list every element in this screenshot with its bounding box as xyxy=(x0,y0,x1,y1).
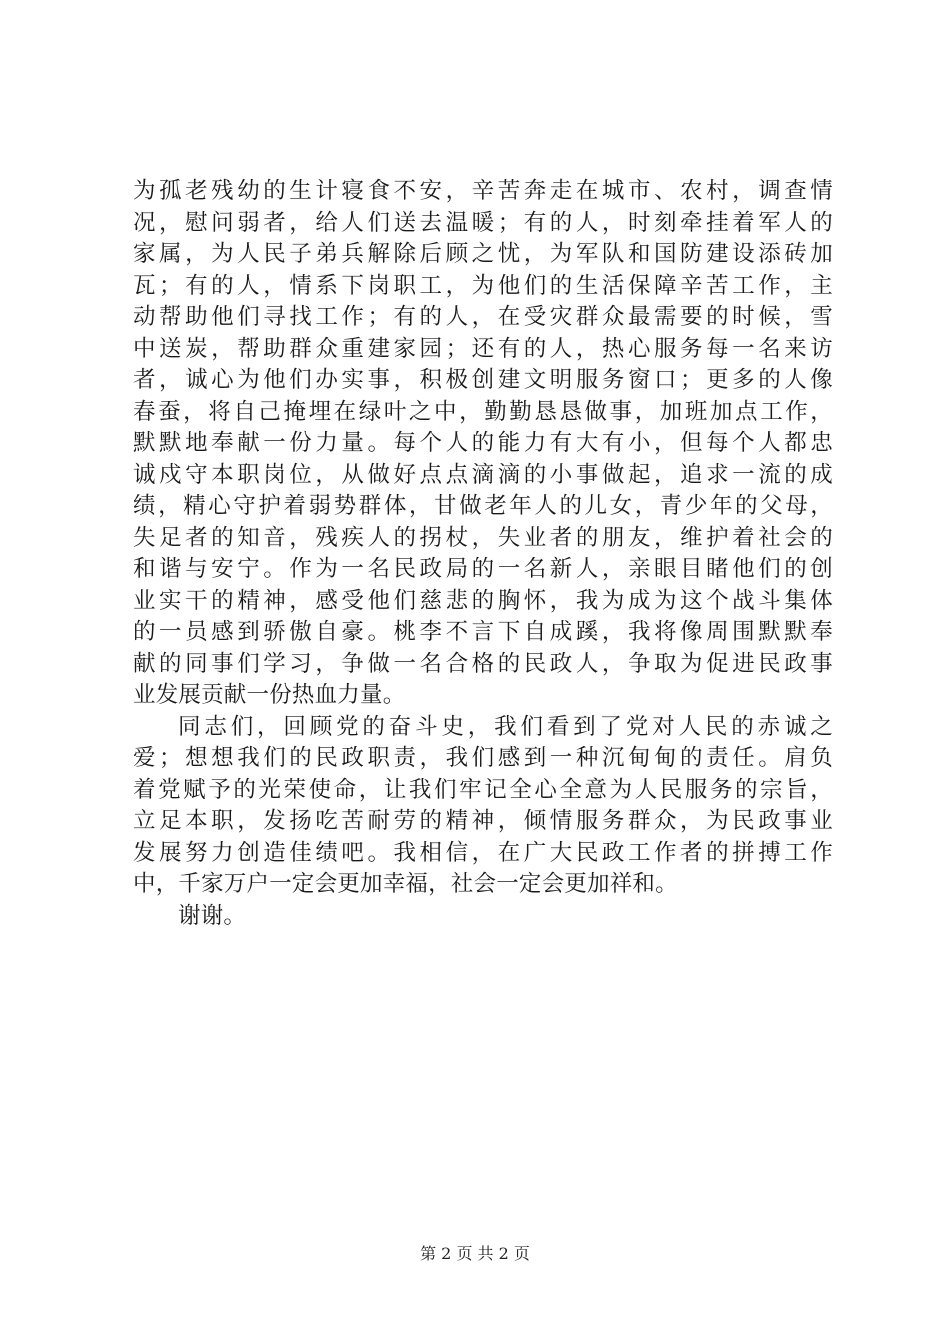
text-line: 和谐与安宁。作为一名民政局的一名新人，亲眼目睹他们的创 xyxy=(133,556,833,582)
text-line: 绩，精心守护着弱势群体，甘做老年人的儿女，青少年的父母， xyxy=(133,493,833,519)
text-line: 默默地奉献一份力量。每个人的能力有大有小，但每个人都忠 xyxy=(133,430,833,456)
text-line: 中，千家万户一定会更加幸福，社会一定会更加祥和。 xyxy=(133,871,678,897)
text-line: 动帮助他们寻找工作；有的人，在受灾群众最需要的时候，雪 xyxy=(133,304,833,330)
text-line: 诚戍守本职岗位，从做好点点滴滴的小事做起，追求一流的成 xyxy=(133,461,833,488)
paragraph-continued xyxy=(133,176,833,712)
text-line: 为孤老残幼的生计寝食不安，辛苦奔走在城市、农村，调查情 xyxy=(133,178,833,204)
document-body xyxy=(133,176,833,932)
text-line: 献的同事们学习，争做一名合格的民政人，争取为促进民政事 xyxy=(133,650,833,677)
text-line: 同志们，回顾党的奋斗史，我们看到了党对人民的赤诚之 xyxy=(178,713,833,740)
page-number-footer: 第 2 页 共 2 页 xyxy=(420,1244,530,1263)
text-line: 业实干的精神，感受他们慈悲的胸怀，我为成为这个战斗集体 xyxy=(133,587,833,614)
text-line: 者，诚心为他们办实事，积极创建文明服务窗口；更多的人像 xyxy=(133,367,833,393)
paragraph-thanks xyxy=(133,901,833,933)
text-line: 失足者的知音，残疾人的拐杖，失业者的朋友，维护着社会的 xyxy=(133,524,833,551)
paragraph-closing xyxy=(133,712,833,901)
text-line: 着党赋予的光荣使命，让我们牢记全心全意为人民服务的宗旨， xyxy=(133,776,833,803)
text-line: 况，慰问弱者，给人们送去温暖；有的人，时刻牵挂着军人的 xyxy=(133,209,833,236)
text-line: 立足本职，发扬吃苦耐劳的精神，倾情服务群众，为民政事业 xyxy=(133,808,833,834)
text-line: 中送炭，帮助群众重建家园；还有的人，热心服务每一名来访 xyxy=(133,335,833,362)
text-line: 的一员感到骄傲自豪。桃李不言下自成蹊，我将像周围默默奉 xyxy=(133,619,833,645)
text-line: 谢谢。 xyxy=(178,902,247,929)
text-line: 爱；想想我们的民政职责，我们感到一种沉甸甸的责任。肩负 xyxy=(133,745,833,771)
text-line: 发展努力创造佳绩吧。我相信，在广大民政工作者的拼搏工作 xyxy=(133,839,833,866)
text-line: 瓦；有的人，情系下岗职工，为他们的生活保障辛苦工作，主 xyxy=(133,272,833,299)
text-line: 业发展贡献一份热血力量。 xyxy=(133,682,406,708)
text-line: 家属，为人民子弟兵解除后顾之忧，为军队和国防建设添砖加 xyxy=(133,241,833,267)
text-line: 春蚕，将自己掩埋在绿叶之中，勤勤恳恳做事，加班加点工作， xyxy=(133,398,833,425)
